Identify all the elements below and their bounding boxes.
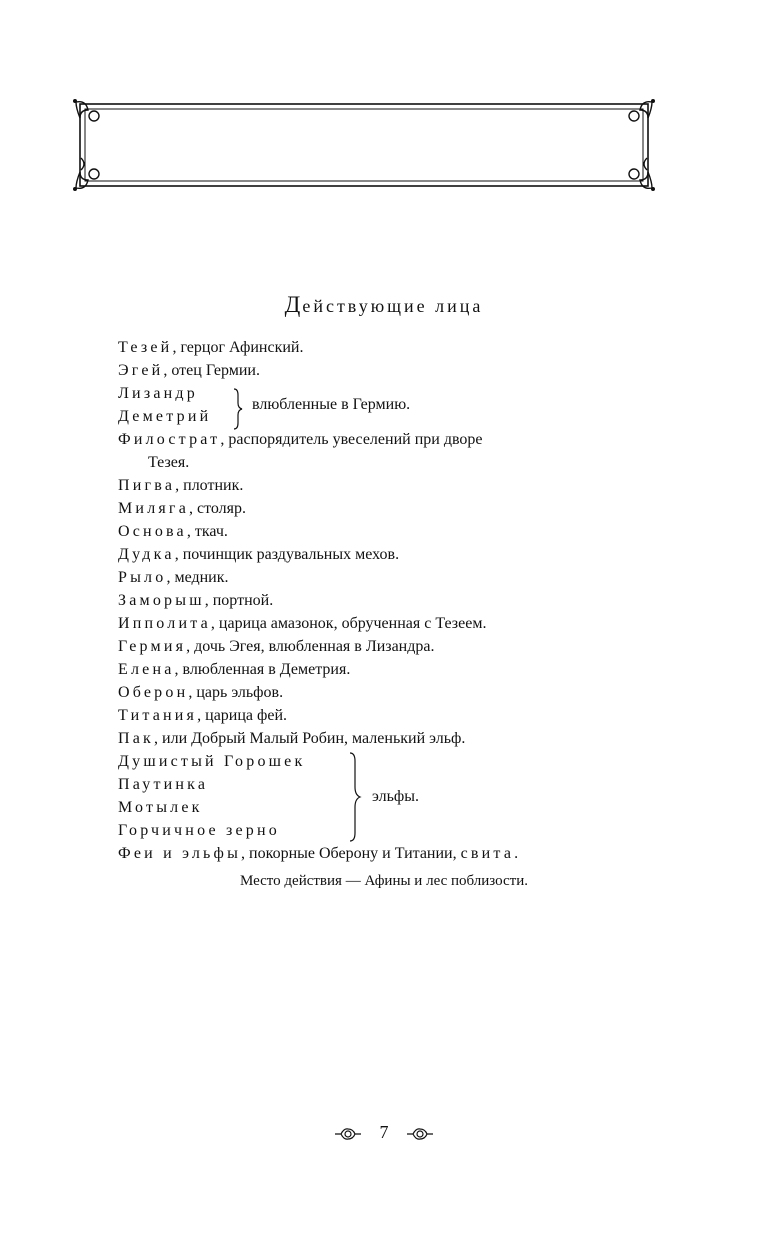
list-item: Горчичное зерно [118, 822, 280, 839]
list-item: Эгей, отец Гермии. [118, 362, 260, 379]
list-item: Филострат, распорядитель увеселений при дворе [118, 431, 483, 448]
list-item-continuation: Тезея. [148, 454, 190, 471]
title-rest: ействующие лица [302, 296, 484, 316]
title-initial: Д [284, 292, 303, 317]
list-item: Душистый Горошек [118, 753, 306, 770]
list-item: Деметрий [118, 408, 212, 425]
list-item: Паутинка [118, 776, 209, 793]
list-item: Рыло, медник. [118, 569, 229, 586]
list-item: Титания, царица фей. [118, 707, 288, 724]
list-item: Елена, влюбленная в Деметрия. [118, 661, 351, 678]
list-item: Миляга, столяр. [118, 500, 247, 517]
list-item: Пигва, плотник. [118, 477, 244, 494]
list-item: Пак, или Добрый Малый Робин, маленький эльф. [118, 730, 466, 747]
list-item: Гермия, дочь Эгея, влюбленная в Лизандра. [118, 638, 435, 655]
list-item: Дудка, починщик раздувальных мехов. [118, 546, 400, 563]
elves-group-label: эльфы. [372, 788, 419, 805]
floral-ornament-right-icon [405, 1126, 435, 1142]
list-item: Лизандр [118, 385, 198, 402]
place-of-action: Место действия — Афины и лес поблизости. [239, 873, 529, 889]
list-item: Основа, ткач. [118, 523, 228, 540]
list-item: Мотылек [118, 799, 203, 816]
elves-brace-icon [348, 752, 362, 842]
page-number [0, 1122, 768, 1143]
list-item: Заморыш, портной. [118, 592, 274, 609]
page-number-text: 7 [379, 1122, 389, 1142]
list-item: Ипполита, царица амазонок, обрученная с Тезеем. [118, 615, 487, 632]
lovers-brace-icon [232, 388, 244, 430]
lovers-group-label: влюбленные в Гермию. [252, 396, 411, 413]
page-title [0, 292, 768, 318]
list-item: Тезей, герцог Афинский. [118, 339, 304, 356]
list-item: Оберон, царь эльфов. [118, 684, 284, 701]
ornamental-frame-icon [72, 98, 656, 192]
floral-ornament-left-icon [333, 1126, 363, 1142]
list-item: Феи и эльфы, покорные Оберону и Титании, свита. [118, 845, 522, 862]
